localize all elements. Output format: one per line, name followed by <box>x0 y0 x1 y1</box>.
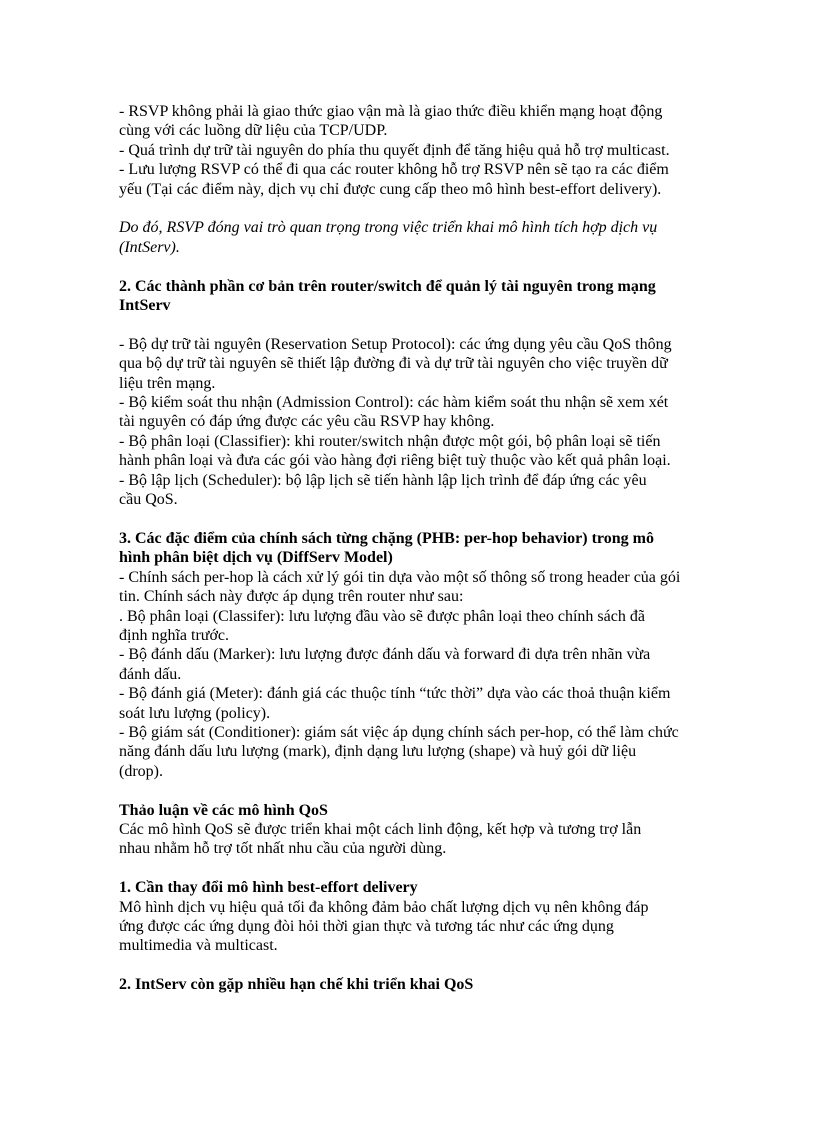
text-line: - Bộ dự trữ tài nguyên (Reservation Setup Protocol): các ứng dụng yêu cầu QoS thông <box>119 335 672 353</box>
text-line: liệu trên mạng. <box>119 374 216 392</box>
section-3-item-marker <box>119 645 699 684</box>
heading-line: Thảo luận về các mô hình QoS <box>119 801 328 819</box>
text-line: - Bộ kiểm soát thu nhận (Admission Control): các hàm kiểm soát thu nhận sẽ xem xét <box>119 394 669 412</box>
text-line: Các mô hình QoS sẽ được triển khai một cách linh động, kết hợp và tương trợ lẫn <box>119 820 642 838</box>
intro-bullet-2 <box>119 141 699 160</box>
text-line: - Bộ lập lịch (Scheduler): bộ lập lịch sẽ tiến hành lập lịch trình để đáp ứng các yêu <box>119 471 647 489</box>
text-line: cùng với các luồng dữ liệu của TCP/UDP. <box>119 122 388 140</box>
intro-bullet-3 <box>119 160 699 199</box>
discussion-text <box>119 820 699 859</box>
text-line: multimedia và multicast. <box>119 937 278 955</box>
subsection-1-text <box>119 898 699 956</box>
heading-line: IntServ <box>119 297 171 315</box>
spacer <box>119 956 699 975</box>
text-line: - RSVP không phải là giao thức giao vận mà là giao thức điều khiển mạng hoạt động <box>119 103 663 120</box>
text-line: định nghĩa trước. <box>119 626 229 644</box>
text-line: hành phân loại và đưa các gói vào hàng đợi riêng biệt tuỳ thuộc vào kết quả phân loại. <box>119 452 671 470</box>
section-2-item-admission <box>119 393 699 432</box>
intro-bullet-1 <box>119 102 699 141</box>
section-2-item-reservation <box>119 335 699 393</box>
section-3-item-meter <box>119 684 699 723</box>
text-line: nhau nhằm hỗ trợ tốt nhất nhu cầu của người dùng. <box>119 840 447 858</box>
text-line: - Chính sách per-hop là cách xử lý gói tin dựa vào một số thông số trong header của gói <box>119 568 681 586</box>
section-3-item-classifier <box>119 607 699 646</box>
section-2-heading <box>119 277 699 316</box>
text-line: - Bộ giám sát (Conditioner): giám sát việc áp dụng chính sách per-hop, có thể làm chức <box>119 723 679 741</box>
text-line: - Bộ đánh dấu (Marker): lưu lượng được đánh dấu và forward đi dựa trên nhãn vừa <box>119 646 651 664</box>
heading-line: 2. Các thành phần cơ bản trên router/switch để quản lý tài nguyên trong mạng <box>119 277 656 295</box>
heading-line: 1. Cần thay đổi mô hình best-effort delivery <box>119 879 418 897</box>
spacer <box>119 509 699 528</box>
text-line: qua bộ dự trữ tài nguyên sẽ thiết lập đường đi và dự trữ tài nguyên cho việc truyền dữ <box>119 355 668 373</box>
spacer <box>119 859 699 878</box>
text-line: - Lưu lượng RSVP có thể đi qua các router không hỗ trợ RSVP nên sẽ tạo ra các điểm <box>119 161 669 179</box>
text-line: - Quá trình dự trữ tài nguyên do phía thu quyết định để tăng hiệu quả hỗ trợ multicast. <box>119 141 670 159</box>
text-line: yếu (Tại các điểm này, dịch vụ chỉ được cung cấp theo mô hình best-effort delivery). <box>119 180 662 198</box>
section-2-item-scheduler <box>119 471 699 510</box>
text-line: cầu QoS. <box>119 491 178 509</box>
spacer <box>119 199 699 218</box>
text-line: ứng được các ứng dụng đòi hỏi thời gian thực và tương tác như các ứng dụng <box>119 917 614 935</box>
heading-line: 3. Các đặc điểm của chính sách từng chặng (PHB: per-hop behavior) trong mô <box>119 529 654 547</box>
text-line: Mô hình dịch vụ hiệu quả tối đa không đảm bảo chất lượng dịch vụ nên không đáp <box>119 898 649 916</box>
section-3-item-per-hop <box>119 568 699 607</box>
document-body <box>119 102 699 995</box>
subsection-1-heading <box>119 878 699 897</box>
subsection-2-heading <box>119 975 699 994</box>
text-line: - Bộ đánh giá (Meter): đánh giá các thuộc tính “tức thời” dựa vào các thoả thuận kiểm <box>119 685 671 703</box>
text-line: (drop). <box>119 762 163 780</box>
heading-line: hình phân biệt dịch vụ (DiffServ Model) <box>119 549 393 567</box>
text-line: soát lưu lượng (policy). <box>119 704 271 722</box>
spacer <box>119 315 699 334</box>
italic-conclusion <box>119 218 699 257</box>
spacer <box>119 257 699 276</box>
text-line: - Bộ phân loại (Classifier): khi router/switch nhận được một gói, bộ phân loại sẽ tiến <box>119 432 661 450</box>
text-line: tin. Chính sách này được áp dụng trên router như sau: <box>119 588 464 606</box>
text-line: đánh dấu. <box>119 665 182 683</box>
spacer <box>119 781 699 800</box>
text-line: tài nguyên có đáp ứng được các yêu cầu RSVP hay không. <box>119 413 495 431</box>
section-3-item-conditioner <box>119 723 699 781</box>
text-line: năng đánh dấu lưu lượng (mark), định dạng lưu lượng (shape) và huỷ gói dữ liệu <box>119 743 637 761</box>
section-3-heading <box>119 529 699 568</box>
section-2-item-classifier <box>119 432 699 471</box>
heading-line: 2. IntServ còn gặp nhiều hạn chế khi triển khai QoS <box>119 976 474 994</box>
text-line: . Bộ phân loại (Classifer): lưu lượng đầu vào sẽ được phân loại theo chính sách đã <box>119 607 645 625</box>
discussion-heading <box>119 801 699 820</box>
text-line: (IntServ). <box>119 238 180 256</box>
text-line: Do đó, RSVP đóng vai trò quan trọng trong việc triển khai mô hình tích hợp dịch vụ <box>119 219 658 237</box>
